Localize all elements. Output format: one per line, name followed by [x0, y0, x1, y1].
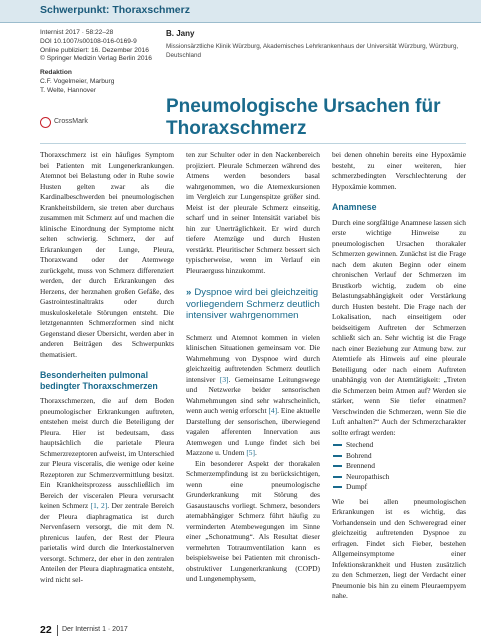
crossmark-badge[interactable] [40, 116, 100, 130]
journal-issue: Der Internist 1 · 2017 [62, 626, 128, 633]
paragraph [186, 333, 320, 459]
meta-online-date: Online publiziert: 16. Dezember 2016 [40, 46, 149, 54]
footer-separator [57, 625, 58, 636]
chevron-right-icon: » [186, 287, 192, 298]
list-item-label: Bohrend [346, 450, 372, 460]
paragraph-text: . Eine aktuelle Darstellung der sensorischen, überwiegend vagalen afferenten Innervation aus Atemwegen und Lunge findet sich bei Mazzone u. Undem [186, 406, 320, 457]
dash-bullet-icon [333, 486, 342, 488]
editor-name: T. Welte, Hannover [40, 86, 96, 94]
meta-copyright: © Springer Medizin Verlag Berlin 2016 [40, 55, 152, 63]
dash-bullet-icon [333, 465, 342, 467]
paragraph-text: . Der zentrale Bereich der Pleura diaphragmatica ist durch Nervenfasern versorgt, die mit dem N. phrenicus laufen, der Rest der Pleura parietalis wird durch die Interkostalnerven versorgt. Schmerz, der eher in den zentralen Anteilen der Pleura diaphragmatica entsteht, wird nicht sel- [40, 501, 174, 584]
list-item-label: Stechend [346, 440, 374, 449]
section-heading: Anamnese [332, 202, 377, 212]
pain-character-list [332, 440, 466, 493]
reference-link[interactable]: [3] [219, 374, 229, 384]
pull-quote-text: Dyspnoe wird bei gleichzeitig vorliegendem Schmerz deutlich intensiver wahrgenommen [186, 287, 320, 321]
list-item [332, 482, 466, 493]
page-number: 22 [40, 624, 52, 636]
text-column-2 [186, 150, 320, 585]
dash-bullet-icon [333, 476, 342, 478]
text-column-3 [332, 150, 466, 602]
dash-bullet-icon [333, 455, 342, 457]
author-name: B. Jany [166, 29, 195, 38]
reference-link[interactable]: [5] [246, 448, 255, 457]
paragraph-text: . Gemeinsame Leitungswege und Netzwerke beider sensorischen Wahrnehmungen sind sehr wahrscheinlich, wenn auch wenig erforscht [186, 374, 320, 415]
crossmark-icon [40, 117, 51, 128]
article-title: Pneumologische Ursachen für Thoraxschmerz [166, 96, 441, 139]
dash-bullet-icon [333, 444, 342, 446]
paragraph: Wie bei allen pneumologischen Erkrankungen ist es wichtig, das Vorhandensein und den Schweregrad einer gleichzeitig auftretenden Dyspnoe zu erfragen. Findet sich Fieber, bestehen Allgemeinsymptome einer Infektionskrankheit und Husten zusätzlich zu den Schmerzen, liegt der Verdacht einer Pneumonie bis hin zu einem Pleuraempyem nahe. [332, 496, 466, 600]
paragraph: Durch eine sorgfältige Anamnese lassen sich erste wichtige Hinweise zu pneumologischen Ursachen thorakaler Schmerzen gewinnen. Zunächst ist die Frage nach dem akuten Beginn oder einem chronischen Verlauf der Schmerzen im Brustkorb wichtig, zudem ob eine Belastungsabhängigkeit oder Verstärkung durch Husten besteht. Die Frage nach der Lokalisation, nach einseitigem oder beidseitigem Auftreten der Schmerzen schließt sich an. Sehr wichtig ist die Frage nach einer Beziehung zur Atmung bzw. zur Atemtiefe als Hinweis auf eine pleurale Beteiligung oder nach einem Auftreten unabhängig von der Atemtätigkeit: „Treten die Schmerzen beim Atmen auf? Werden sie stärker, wenn Sie tiefer einatmen? Verschwinden die Schmerzen, wenn Sie die Luft anhalten?“ Auch der Schmerzcharakter sollte erfragt werden: [332, 217, 466, 437]
list-item-label: Brennend [346, 461, 375, 470]
meta-doi: DOI 10.1007/s00108-016-0169-9 [40, 37, 137, 45]
publication-meta [40, 29, 180, 64]
paragraph [40, 396, 174, 585]
paragraph-text: Thoraxschmerzen, die auf dem Boden pneumologischer Erkrankungen auftreten, entstehen meist durch die Beteiligung der Pleura. Hier ist bedeutsam, dass hauptsächlich die parietale Pleura Schmerzrezeptoren aufweist, im Unterschied zur Pleura visceralis, die wenige oder keine Rezeptoren zur Schmerzvermittlung besitzt. Ein Krankheitsprozess ausschließlich im Bereich der visceralen Pleura verursacht keinen Schmerz [40, 396, 174, 510]
list-item-label: Neuropathisch [346, 471, 390, 481]
section-heading: Besonderheiten pulmonal bedingter Thoraxschmerzen [40, 370, 158, 391]
pull-quote [186, 287, 320, 322]
paragraph: bei denen ohnehin bereits eine Hypoxämie besteht, zu einer weiteren, hier schmerzbedingten Verschlechterung der Hypoxämie kommen. [332, 150, 466, 191]
header-divider [40, 143, 466, 144]
paragraph-text: . [255, 448, 257, 457]
reference-link[interactable]: [4] [268, 406, 278, 415]
paragraph: Ein besonderer Aspekt der thorakalen Schmerzempfindung ist zu berücksichtigen, wenn eine pneumologische Grunderkrankung mit Störung des Gasaustauschs vorliegt. Schmerz, besonders atemabhängiger Schmerz führt häufig zu verminderten Atembewegungen im Sinne einer „Schonatmung“. Als Resultat dieser vermehrten Totraumventilation kann es beispielsweise bei Patienten mit chronisch-obstruktiver Lungenerkrankung (COPD) und Lungenemphysem, [186, 458, 320, 583]
list-item [332, 451, 466, 462]
editor-name: C.F. Vogelmeier, Marburg [40, 77, 115, 85]
text-column-1 [40, 150, 174, 585]
paragraph: Thoraxschmerz ist ein häufiges Symptom bei Patienten mit Lungenerkrankungen. Atemnot bei Belastung oder in Ruhe sowie Husten gelten zwar als die Kardinalbeschwerden bei pneumologischen Krankheitsbildern, sie treten aber durchaus zusammen mit Schmerz auf und machen die klinische Einordnung der Symptome nicht selten schwierig. Schmerz, der auf Erkrankungen der Lunge, Pleura, Thoraxwand oder der Atemwege zurückgeht, muss von Schmerz differenziert werden, der durch Erkrankungen des Herzens, der herznahen großen Gefäße, des Gastrointestinaltrakts oder durch muskuloskeletale Störungen entsteht. Die letztgenannten Schmerzformen sind nicht Gegenstand dieser Übersicht, werden aber in anderen Beiträgen des Schwerpunkts thematisiert. [40, 150, 174, 359]
meta-citation: Internist 2017 · 58:22–28 [40, 29, 114, 36]
author-affiliation: Missionsärztliche Klinik Würzburg, Akademisches Lehrkrankenhaus der Universität Würzburg, Würzburg, Deutschland [166, 43, 459, 59]
section-header-bar [0, 0, 481, 23]
section-title: Schwerpunkt: Thoraxschmerz [40, 4, 190, 16]
paragraph: ten zur Schulter oder in den Nackenbereich projiziert. Pleurale Schmerzen während des Atmens werden besonders basal wahrgenommen, wo die Atemexkursionen im Vergleich zur Lungenspitze größer sind. Meist ist der pleurale Schmerz einseitig, scharf und in seiner Intensität variabel bis hin zur Unerträglichkeit. Er wird durch tiefere Atemzüge und durch Husten verstärkt. Pleuritischer Schmerz bessert sich typischerweise, wenn im Verlauf ein Pleuraerguss hinzukommt. [186, 150, 320, 275]
list-item [332, 440, 466, 451]
editors-block [40, 69, 180, 95]
author-block [166, 29, 466, 60]
editors-label: Redaktion [40, 69, 72, 76]
list-item-label: Dumpf [346, 482, 368, 491]
crossmark-label: CrossMark [54, 118, 88, 125]
list-item [332, 461, 466, 472]
reference-link[interactable]: [1, 2] [90, 501, 108, 510]
page-footer [0, 620, 481, 640]
list-item [332, 472, 466, 483]
paragraph-text: Schmerz und Atemnot kommen in vielen klinischen Situationen gemeinsam vor. Die Wahrnehmung von Dyspnoe wird durch gleichzeitig auftretenden Schmerz deutlich intensiver [186, 332, 320, 384]
